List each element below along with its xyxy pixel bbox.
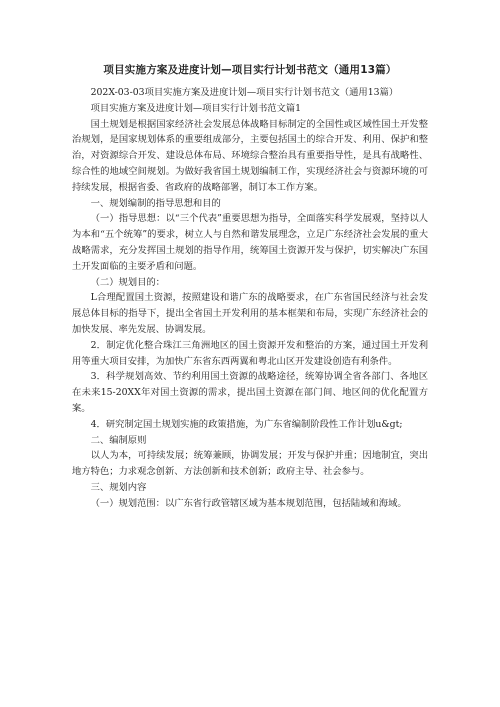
paragraph: L合理配置国土资源，按照建设和谐广东的战略要求，在广东省国民经济与社会发展总体目标的指导下，提出全省国土开发利用的基本框架和布局，实现广东经济社会的加快发展、率先发展、协调发展。 [72, 292, 428, 335]
section-heading: 二、编制原则 [90, 434, 147, 446]
paragraph: （二）规划目的： [90, 276, 165, 288]
paragraph: 4．研究制定国土规划实施的政策措施，为广东省编制阶段性工作计划u&gt; [90, 418, 403, 430]
section-heading: 三、规划内容 [90, 481, 147, 493]
section-heading: 一、规划编制的指导思想和目的 [90, 197, 221, 209]
section-heading: 项目实施方案及进度计划—项目实行计划书范文篇1 [90, 102, 302, 114]
document-meta: 202X-03-03项目实施方案及进度计划—项目实行计划书范文（通用13篇） [90, 87, 399, 98]
paragraph: （一）指导思想：以“三个代表”重要思想为指导，全面落实科学发展观，坚持以人为本和“五个统筹”的要求，树立人与自然和谐发展理念，立足广东经济社会发展的重大战略需求，充分发挥国土规划的指导作用，统筹国土资源开发与保护，切实解决广东国土开发面临的主要矛盾和问题。 [72, 213, 428, 272]
paragraph: 国土规划是根据国家经济社会发展总体战略目标制定的全国性或区域性国土开发整治规划，是国家规划体系的重要组成部分，主要包括国土的综合开发、利用、保护和整治，对资源综合开发、建设总体布局、环境综合整治具有重要指导性，是具有战略性、综合性的地域空间规划。为做好我省国土规划编制工作，实现经济社会与资源环境的可持续发展，根据省委、省政府的战略部署，制订本工作方案。 [72, 118, 428, 193]
paragraph: 3．科学规划高效、节约利用国土资源的战略途径，统筹协调全省各部门、各地区在未来15-20XX年对国土资源的需求，提出国土资源在部门间、地区间的优化配置方案。 [72, 371, 428, 414]
paragraph: （一）规划范围：以广东省行政管辖区域为基本规划范围，包括陆域和海域。 [90, 497, 407, 509]
paragraph: 2．制定优化整合珠江三角洲地区的国土资源开发和整治的方案，通过国土开发利用等重大项目安排，为加快广东省东西两翼和粤北山区开发建设创造有利条件。 [72, 339, 428, 367]
document-title: 项目实施方案及进度计划—项目实行计划书范文（通用13篇） [103, 64, 397, 76]
paragraph: 以人为本，可持续发展；统筹兼顾，协调发展；开发与保护并重；因地制宜，突出地方特色；力求观念创新、方法创新和技术创新；政府主导、社会参与。 [72, 450, 428, 478]
